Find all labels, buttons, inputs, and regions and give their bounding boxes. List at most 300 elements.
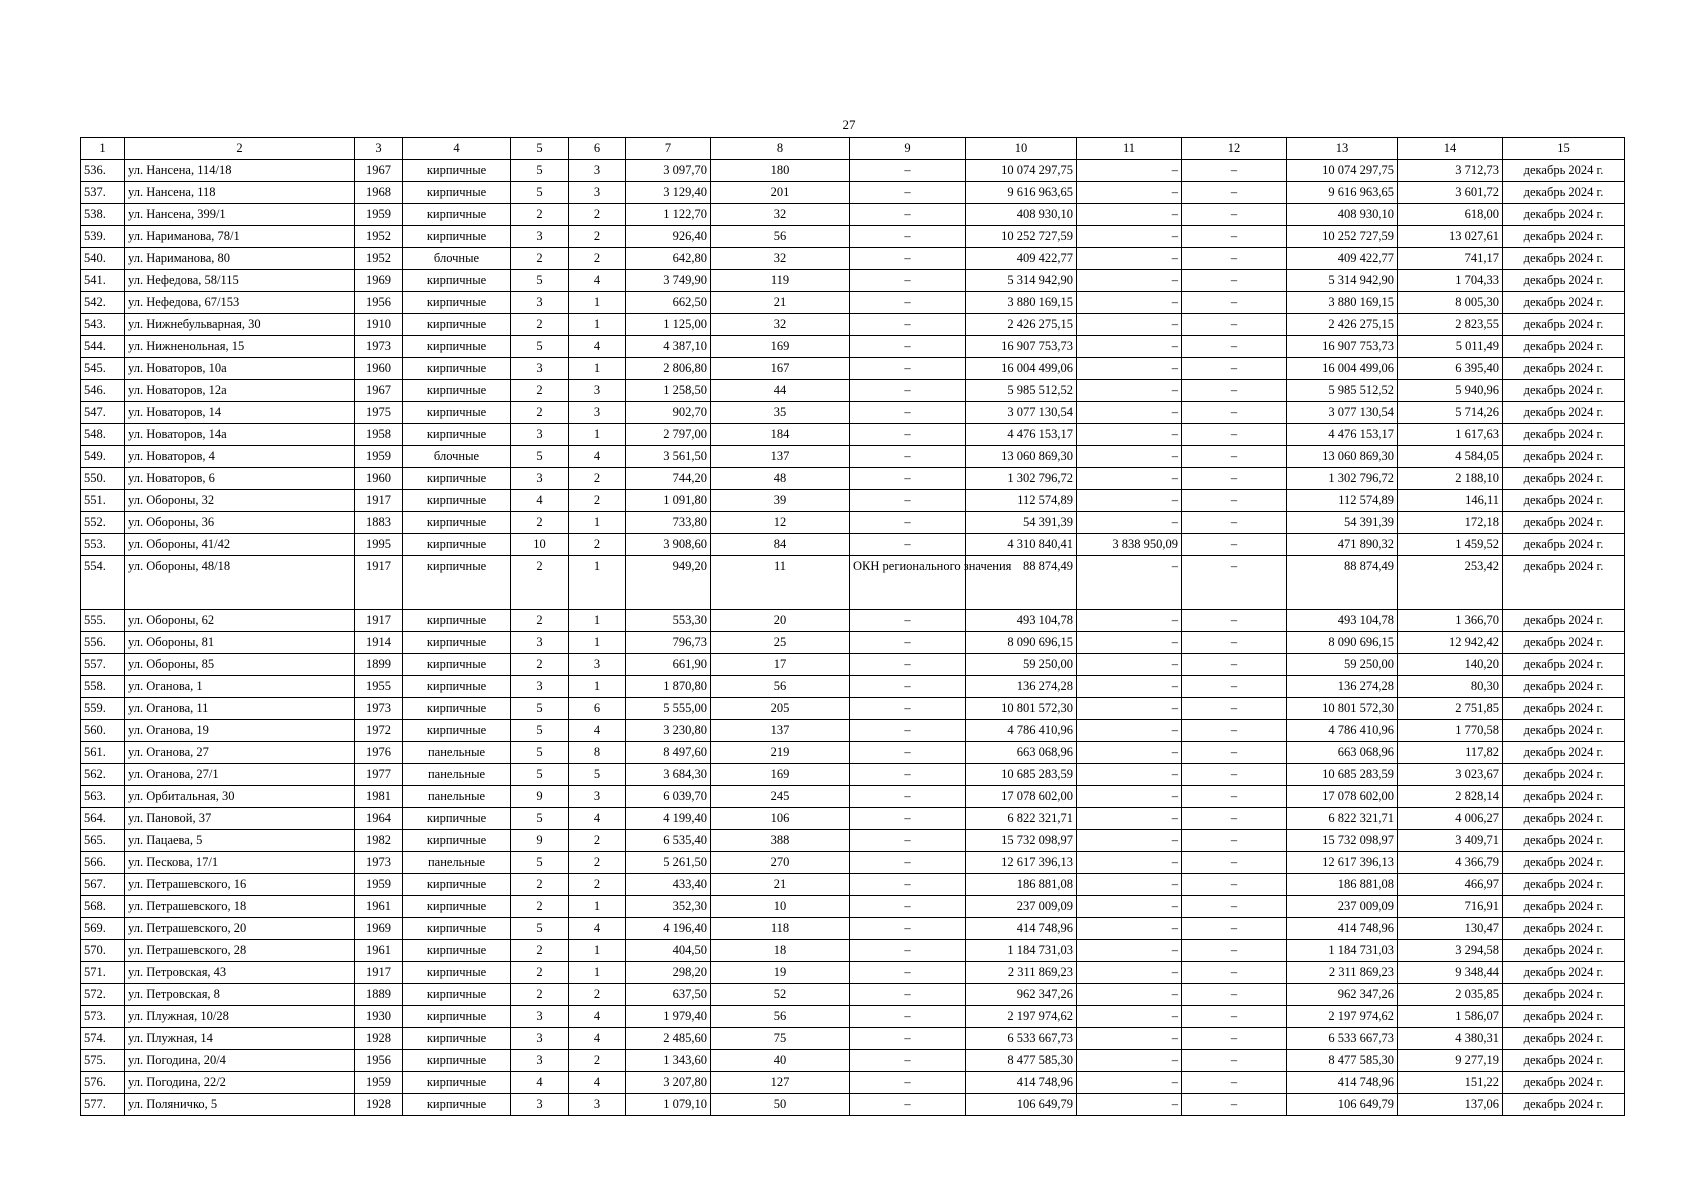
table-row xyxy=(81,1050,1625,1072)
table-cell: ул. Нансена, 114/18 xyxy=(125,160,355,182)
table-cell: 409 422,77 xyxy=(966,248,1077,270)
table-cell: 1910 xyxy=(355,314,403,336)
table-cell: 59 250,00 xyxy=(966,654,1077,676)
table-cell: 1 258,50 xyxy=(626,380,711,402)
table-cell: 1 125,00 xyxy=(626,314,711,336)
table-row xyxy=(81,204,1625,226)
table-cell: 572. xyxy=(81,984,125,1006)
table-cell: 1 366,70 xyxy=(1398,610,1503,632)
table-cell: кирпичные xyxy=(403,424,511,446)
table-cell: – xyxy=(1182,786,1287,808)
table-cell: 1 xyxy=(569,676,626,698)
table-cell: 1 870,80 xyxy=(626,676,711,698)
table-cell: 112 574,89 xyxy=(1287,490,1398,512)
table-cell: 1930 xyxy=(355,1006,403,1028)
table-cell: 1 xyxy=(569,896,626,918)
table-cell: 136 274,28 xyxy=(1287,676,1398,698)
table-cell: 17 078 602,00 xyxy=(966,786,1077,808)
table-cell: 56 xyxy=(711,1006,850,1028)
table-cell: 80,30 xyxy=(1398,676,1503,698)
table-cell: 1 704,33 xyxy=(1398,270,1503,292)
table-cell: 553,30 xyxy=(626,610,711,632)
table-cell: 21 xyxy=(711,292,850,314)
column-number: 9 xyxy=(850,138,966,160)
table-cell: 2 xyxy=(569,490,626,512)
table-cell: 4 xyxy=(569,1028,626,1050)
table-cell: ул. Новаторов, 6 xyxy=(125,468,355,490)
table-cell: 15 732 098,97 xyxy=(1287,830,1398,852)
table-cell: 1 xyxy=(569,632,626,654)
table-cell: декабрь 2024 г. xyxy=(1503,632,1625,654)
table-cell: 5 011,49 xyxy=(1398,336,1503,358)
table-cell: 2 828,14 xyxy=(1398,786,1503,808)
table-cell: – xyxy=(850,698,966,720)
table-cell: 3 xyxy=(569,380,626,402)
table-cell: декабрь 2024 г. xyxy=(1503,676,1625,698)
table-cell: 661,90 xyxy=(626,654,711,676)
table-cell: кирпичные xyxy=(403,1094,511,1116)
table-cell: декабрь 2024 г. xyxy=(1503,402,1625,424)
table-cell: декабрь 2024 г. xyxy=(1503,786,1625,808)
table-cell: – xyxy=(850,336,966,358)
table-cell: декабрь 2024 г. xyxy=(1503,1094,1625,1116)
table-cell: ул. Обороны, 85 xyxy=(125,654,355,676)
table-row xyxy=(81,676,1625,698)
table-cell: – xyxy=(1077,512,1182,534)
table-cell: 471 890,32 xyxy=(1287,534,1398,556)
table-cell: 17 xyxy=(711,654,850,676)
table-cell: – xyxy=(1077,698,1182,720)
table-cell: декабрь 2024 г. xyxy=(1503,808,1625,830)
table-cell: – xyxy=(1182,512,1287,534)
table-cell: ул. Петровская, 43 xyxy=(125,962,355,984)
table-cell: кирпичные xyxy=(403,292,511,314)
table-cell: – xyxy=(1182,808,1287,830)
table-cell: 1917 xyxy=(355,556,403,610)
table-cell: 2 197 974,62 xyxy=(1287,1006,1398,1028)
table-cell: 3 712,73 xyxy=(1398,160,1503,182)
table-cell: 54 391,39 xyxy=(966,512,1077,534)
table-cell: 4 786 410,96 xyxy=(1287,720,1398,742)
table-cell: 1 079,10 xyxy=(626,1094,711,1116)
table-cell: кирпичные xyxy=(403,402,511,424)
table-cell: ул. Плужная, 10/28 xyxy=(125,1006,355,1028)
table-cell: ул. Обороны, 48/18 xyxy=(125,556,355,610)
table-cell: 50 xyxy=(711,1094,850,1116)
table-cell: – xyxy=(850,1006,966,1028)
table-cell: – xyxy=(1182,446,1287,468)
table-cell: кирпичные xyxy=(403,160,511,182)
table-row xyxy=(81,852,1625,874)
table-cell: – xyxy=(850,358,966,380)
table-cell: 10 074 297,75 xyxy=(1287,160,1398,182)
table-cell: 3 xyxy=(569,402,626,424)
table-cell: 2 xyxy=(569,534,626,556)
table-cell: декабрь 2024 г. xyxy=(1503,182,1625,204)
table-cell: 576. xyxy=(81,1072,125,1094)
table-cell: ул. Пескова, 17/1 xyxy=(125,852,355,874)
table-cell: 551. xyxy=(81,490,125,512)
table-cell: – xyxy=(1182,1072,1287,1094)
table-cell: 1975 xyxy=(355,402,403,424)
table-cell: – xyxy=(1182,358,1287,380)
table-cell: 119 xyxy=(711,270,850,292)
table-cell: – xyxy=(1077,786,1182,808)
table-cell: 245 xyxy=(711,786,850,808)
table-cell: 88 874,49 xyxy=(1287,556,1398,610)
table-cell: 117,82 xyxy=(1398,742,1503,764)
table-cell: 3 xyxy=(511,358,569,380)
table-cell: панельные xyxy=(403,786,511,808)
table-cell: ул. Новаторов, 4 xyxy=(125,446,355,468)
table-cell: 404,50 xyxy=(626,940,711,962)
table-cell: 2 197 974,62 xyxy=(966,1006,1077,1028)
table-cell: 566. xyxy=(81,852,125,874)
table-cell: – xyxy=(1077,424,1182,446)
column-number: 14 xyxy=(1398,138,1503,160)
table-cell: 547. xyxy=(81,402,125,424)
table-cell: ул. Нансена, 118 xyxy=(125,182,355,204)
table-cell: декабрь 2024 г. xyxy=(1503,292,1625,314)
table-cell: 562. xyxy=(81,764,125,786)
table-cell: 2 xyxy=(511,874,569,896)
table-cell: ул. Орбитальная, 30 xyxy=(125,786,355,808)
table-cell: 12 617 396,13 xyxy=(1287,852,1398,874)
table-row xyxy=(81,1028,1625,1050)
table-cell: 5 xyxy=(511,182,569,204)
table-cell: 5 xyxy=(511,698,569,720)
table-cell: – xyxy=(1182,270,1287,292)
table-cell: 13 060 869,30 xyxy=(966,446,1077,468)
table-cell: ул. Нариманова, 80 xyxy=(125,248,355,270)
table-cell: 733,80 xyxy=(626,512,711,534)
table-cell: ул. Оганова, 27 xyxy=(125,742,355,764)
table-cell: 493 104,78 xyxy=(966,610,1077,632)
table-cell: – xyxy=(850,534,966,556)
table-cell: кирпичные xyxy=(403,182,511,204)
table-row xyxy=(81,314,1625,336)
table-cell: – xyxy=(1182,918,1287,940)
table-cell: 546. xyxy=(81,380,125,402)
table-cell: – xyxy=(850,918,966,940)
table-cell: – xyxy=(1182,984,1287,1006)
housing-register-table xyxy=(80,137,1625,1116)
table-cell: – xyxy=(1182,226,1287,248)
table-row xyxy=(81,698,1625,720)
table-row xyxy=(81,292,1625,314)
table-cell: – xyxy=(850,380,966,402)
table-cell: кирпичные xyxy=(403,1028,511,1050)
table-cell: 3 230,80 xyxy=(626,720,711,742)
table-cell: – xyxy=(1182,490,1287,512)
table-cell: 1 586,07 xyxy=(1398,1006,1503,1028)
table-row xyxy=(81,336,1625,358)
table-cell: 5 xyxy=(511,446,569,468)
table-cell: – xyxy=(1077,336,1182,358)
table-cell: – xyxy=(1077,742,1182,764)
table-cell: – xyxy=(1077,204,1182,226)
table-row xyxy=(81,764,1625,786)
table-cell: 414 748,96 xyxy=(1287,918,1398,940)
table-cell: 5 xyxy=(511,764,569,786)
table-cell: – xyxy=(850,226,966,248)
table-cell: – xyxy=(850,1072,966,1094)
table-cell: 3 880 169,15 xyxy=(966,292,1077,314)
table-cell: 19 xyxy=(711,962,850,984)
table-cell: 573. xyxy=(81,1006,125,1028)
table-row xyxy=(81,556,1625,610)
table-cell: – xyxy=(850,852,966,874)
table-cell: 1973 xyxy=(355,698,403,720)
table-cell: 3 077 130,54 xyxy=(966,402,1077,424)
table-cell: ул. Новаторов, 14 xyxy=(125,402,355,424)
table-cell: – xyxy=(1077,402,1182,424)
table-cell: – xyxy=(850,314,966,336)
table-cell: декабрь 2024 г. xyxy=(1503,446,1625,468)
table-cell: – xyxy=(1182,1050,1287,1072)
table-cell: ул. Оганова, 27/1 xyxy=(125,764,355,786)
table-row xyxy=(81,446,1625,468)
table-cell: 18 xyxy=(711,940,850,962)
table-cell: ул. Оганова, 19 xyxy=(125,720,355,742)
table-cell: – xyxy=(850,676,966,698)
table-row xyxy=(81,424,1625,446)
table-cell: 1917 xyxy=(355,962,403,984)
column-number: 2 xyxy=(125,138,355,160)
table-cell: 540. xyxy=(81,248,125,270)
table-cell: 8 005,30 xyxy=(1398,292,1503,314)
table-cell: 35 xyxy=(711,402,850,424)
table-cell: ОКН регионального значения xyxy=(850,556,966,610)
table-cell: 137 xyxy=(711,446,850,468)
table-cell: 9 277,19 xyxy=(1398,1050,1503,1072)
table-row xyxy=(81,654,1625,676)
table-cell: ул. Нижненольная, 15 xyxy=(125,336,355,358)
table-cell: 186 881,08 xyxy=(966,874,1077,896)
table-cell: 4 476 153,17 xyxy=(966,424,1077,446)
table-cell: 1968 xyxy=(355,182,403,204)
table-cell: 1 xyxy=(569,424,626,446)
table-cell: кирпичные xyxy=(403,380,511,402)
table-cell: 1 xyxy=(569,556,626,610)
table-cell: кирпичные xyxy=(403,1050,511,1072)
table-cell: – xyxy=(850,468,966,490)
table-row xyxy=(81,512,1625,534)
table-cell: 5 xyxy=(511,918,569,940)
table-cell: 8 090 696,15 xyxy=(966,632,1077,654)
table-cell: 1 xyxy=(569,292,626,314)
table-row xyxy=(81,808,1625,830)
table-cell: блочные xyxy=(403,248,511,270)
table-cell: ул. Поляничко, 5 xyxy=(125,1094,355,1116)
table-cell: кирпичные xyxy=(403,610,511,632)
table-cell: 11 xyxy=(711,556,850,610)
table-cell: 352,30 xyxy=(626,896,711,918)
table-cell: 12 617 396,13 xyxy=(966,852,1077,874)
table-row xyxy=(81,984,1625,1006)
table-cell: 949,20 xyxy=(626,556,711,610)
table-cell: декабрь 2024 г. xyxy=(1503,490,1625,512)
table-cell: 39 xyxy=(711,490,850,512)
table-cell: 4 196,40 xyxy=(626,918,711,940)
table-cell: 1955 xyxy=(355,676,403,698)
table-cell: 542. xyxy=(81,292,125,314)
table-cell: 1959 xyxy=(355,446,403,468)
table-cell: – xyxy=(850,830,966,852)
column-number: 3 xyxy=(355,138,403,160)
table-cell: 8 090 696,15 xyxy=(1287,632,1398,654)
table-cell: 2 xyxy=(569,226,626,248)
table-cell: 560. xyxy=(81,720,125,742)
table-cell: 137 xyxy=(711,720,850,742)
table-cell: 553. xyxy=(81,534,125,556)
table-cell: 550. xyxy=(81,468,125,490)
table-cell: кирпичные xyxy=(403,490,511,512)
table-cell: – xyxy=(1182,402,1287,424)
table-cell: 6 395,40 xyxy=(1398,358,1503,380)
column-number: 4 xyxy=(403,138,511,160)
table-cell: 3 207,80 xyxy=(626,1072,711,1094)
table-cell: 1917 xyxy=(355,610,403,632)
table-cell: 253,42 xyxy=(1398,556,1503,610)
table-cell: ул. Петровская, 8 xyxy=(125,984,355,1006)
table-cell: декабрь 2024 г. xyxy=(1503,940,1625,962)
table-cell: 2 xyxy=(511,940,569,962)
table-cell: 2 xyxy=(569,984,626,1006)
table-cell: 414 748,96 xyxy=(966,918,1077,940)
table-cell: 20 xyxy=(711,610,850,632)
table-cell: ул. Петрашевского, 16 xyxy=(125,874,355,896)
table-cell: – xyxy=(850,1094,966,1116)
table-cell: – xyxy=(1077,160,1182,182)
table-cell: 4 476 153,17 xyxy=(1287,424,1398,446)
table-cell: ул. Оганова, 1 xyxy=(125,676,355,698)
table-cell: 2 311 869,23 xyxy=(1287,962,1398,984)
table-cell: 565. xyxy=(81,830,125,852)
table-cell: – xyxy=(850,424,966,446)
table-cell: 1959 xyxy=(355,1072,403,1094)
table-cell: 56 xyxy=(711,226,850,248)
table-cell: – xyxy=(1182,830,1287,852)
table-cell: 558. xyxy=(81,676,125,698)
table-cell: ул. Обороны, 32 xyxy=(125,490,355,512)
table-cell: 1956 xyxy=(355,292,403,314)
table-cell: 408 930,10 xyxy=(966,204,1077,226)
table-cell: 568. xyxy=(81,896,125,918)
table-cell: ул. Петрашевского, 28 xyxy=(125,940,355,962)
table-cell: 52 xyxy=(711,984,850,1006)
table-cell: 59 250,00 xyxy=(1287,654,1398,676)
table-cell: 642,80 xyxy=(626,248,711,270)
table-cell: – xyxy=(1077,446,1182,468)
table-cell: 536. xyxy=(81,160,125,182)
table-row xyxy=(81,380,1625,402)
table-cell: – xyxy=(1077,918,1182,940)
table-cell: кирпичные xyxy=(403,468,511,490)
table-cell: – xyxy=(1077,808,1182,830)
table-cell: кирпичные xyxy=(403,830,511,852)
table-cell: – xyxy=(850,764,966,786)
table-cell: – xyxy=(1077,764,1182,786)
table-cell: 3 749,90 xyxy=(626,270,711,292)
table-cell: декабрь 2024 г. xyxy=(1503,534,1625,556)
table-cell: 4 366,79 xyxy=(1398,852,1503,874)
table-row xyxy=(81,160,1625,182)
table-cell: ул. Нансена, 399/1 xyxy=(125,204,355,226)
table-cell: 409 422,77 xyxy=(1287,248,1398,270)
table-cell: декабрь 2024 г. xyxy=(1503,512,1625,534)
table-cell: 1982 xyxy=(355,830,403,852)
table-cell: кирпичные xyxy=(403,534,511,556)
table-cell: декабрь 2024 г. xyxy=(1503,336,1625,358)
table-cell: 13 027,61 xyxy=(1398,226,1503,248)
table-cell: кирпичные xyxy=(403,270,511,292)
table-cell: 1969 xyxy=(355,270,403,292)
table-cell: ул. Обороны, 41/42 xyxy=(125,534,355,556)
table-row xyxy=(81,742,1625,764)
table-cell: 4 380,31 xyxy=(1398,1028,1503,1050)
table-cell: 3 xyxy=(511,1050,569,1072)
table-row xyxy=(81,226,1625,248)
table-cell: – xyxy=(1077,940,1182,962)
table-cell: кирпичные xyxy=(403,1072,511,1094)
table-cell: 3 xyxy=(511,468,569,490)
table-cell: кирпичные xyxy=(403,940,511,962)
table-cell: – xyxy=(1182,314,1287,336)
table-cell: – xyxy=(1077,852,1182,874)
table-cell: 25 xyxy=(711,632,850,654)
table-cell: 1972 xyxy=(355,720,403,742)
table-cell: 539. xyxy=(81,226,125,248)
table-cell: 106 649,79 xyxy=(1287,1094,1398,1116)
column-number: 10 xyxy=(966,138,1077,160)
table-cell: – xyxy=(850,720,966,742)
table-cell: 556. xyxy=(81,632,125,654)
table-cell: – xyxy=(850,248,966,270)
table-cell: кирпичные xyxy=(403,698,511,720)
table-cell: 3 409,71 xyxy=(1398,830,1503,852)
table-cell: 557. xyxy=(81,654,125,676)
table-cell: 962 347,26 xyxy=(1287,984,1398,1006)
table-cell: 169 xyxy=(711,336,850,358)
table-cell: 5 314 942,90 xyxy=(966,270,1077,292)
table-cell: 574. xyxy=(81,1028,125,1050)
column-number: 15 xyxy=(1503,138,1625,160)
table-cell: 1917 xyxy=(355,490,403,512)
table-cell: ул. Обороны, 62 xyxy=(125,610,355,632)
table-cell: 414 748,96 xyxy=(1287,1072,1398,1094)
table-cell: – xyxy=(1182,534,1287,556)
table-cell: 3 xyxy=(511,1006,569,1028)
table-cell: – xyxy=(1077,632,1182,654)
table-cell: 146,11 xyxy=(1398,490,1503,512)
table-cell: 552. xyxy=(81,512,125,534)
table-cell: 1976 xyxy=(355,742,403,764)
table-cell: – xyxy=(1182,610,1287,632)
table-cell: – xyxy=(1077,248,1182,270)
table-cell: декабрь 2024 г. xyxy=(1503,1006,1625,1028)
table-cell: 6 535,40 xyxy=(626,830,711,852)
column-number: 1 xyxy=(81,138,125,160)
table-row xyxy=(81,270,1625,292)
table-cell: – xyxy=(1182,292,1287,314)
table-cell: 9 xyxy=(511,830,569,852)
table-cell: ул. Обороны, 36 xyxy=(125,512,355,534)
table-cell: 544. xyxy=(81,336,125,358)
table-cell: 40 xyxy=(711,1050,850,1072)
table-cell: 561. xyxy=(81,742,125,764)
table-cell: 167 xyxy=(711,358,850,380)
